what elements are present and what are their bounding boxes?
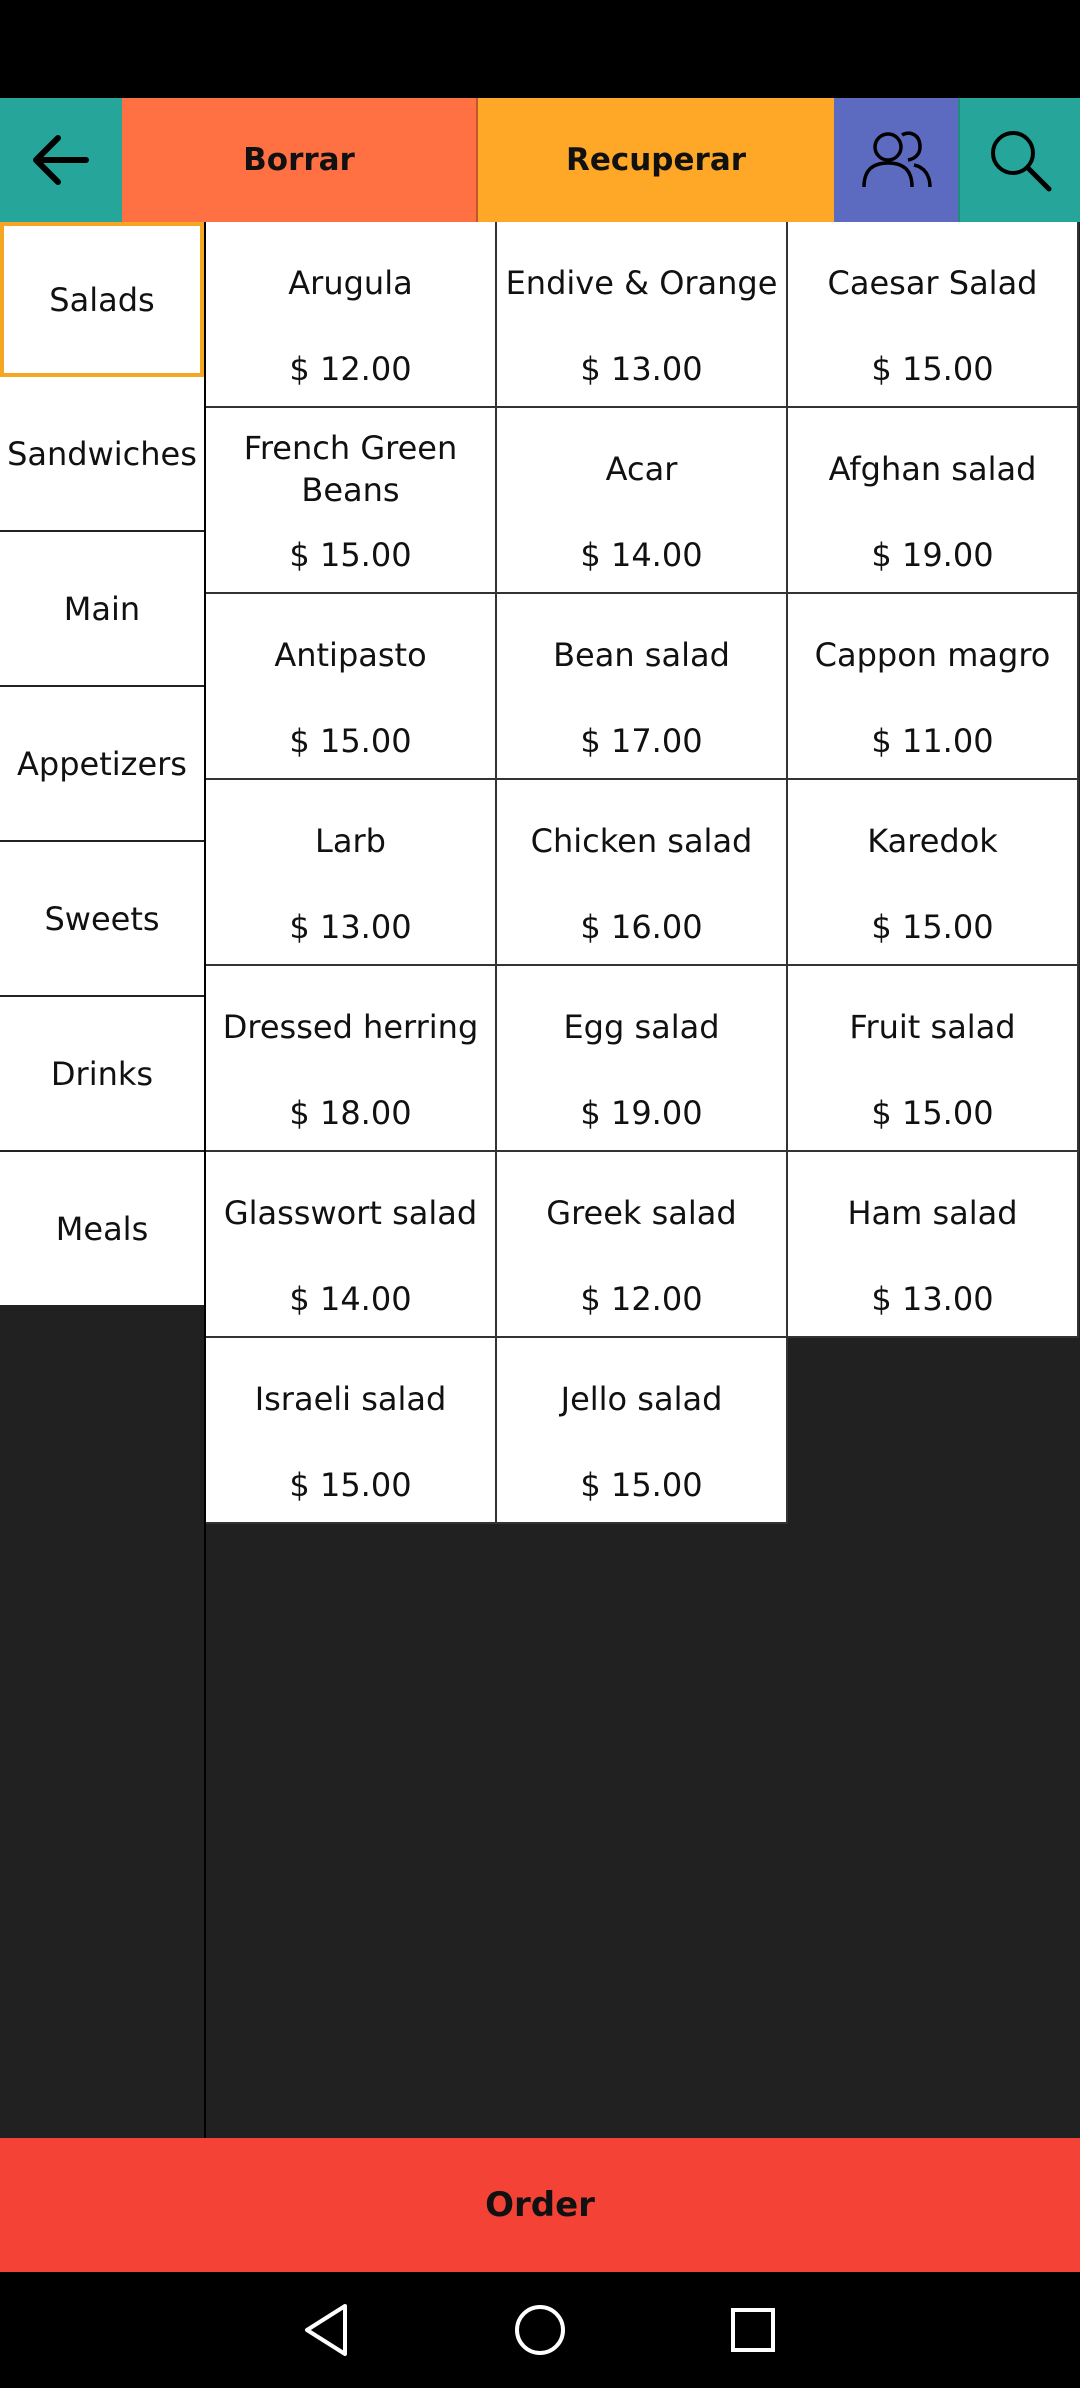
nav-recents-button[interactable]	[718, 2295, 788, 2365]
item-name: Antipasto	[274, 636, 427, 674]
menu-item[interactable]	[788, 594, 1079, 780]
item-price: $ 11.00	[871, 722, 994, 760]
item-price: $ 19.00	[871, 536, 994, 574]
item-price: $ 18.00	[289, 1094, 412, 1132]
item-name: Acar	[605, 450, 678, 488]
status-bar	[0, 0, 1080, 98]
item-name: French Green Beans	[243, 429, 458, 509]
recuperar-label: Recuperar	[565, 142, 747, 178]
item-price: $ 15.00	[871, 1094, 994, 1132]
order-label: Order	[485, 2185, 595, 2225]
item-name: Chicken salad	[530, 822, 753, 860]
menu-item[interactable]	[788, 780, 1079, 966]
menu-item[interactable]	[497, 966, 788, 1152]
item-name: Endive & Orange	[505, 264, 778, 302]
menu-item[interactable]	[497, 1338, 788, 1524]
toolbar	[0, 98, 1080, 222]
system-nav-bar	[0, 2272, 1080, 2388]
item-name: Ham salad	[847, 1194, 1018, 1232]
content-area	[0, 222, 1080, 2138]
category-appetizers[interactable]: Appetizers	[0, 687, 204, 842]
menu-item[interactable]	[497, 780, 788, 966]
item-name: Caesar Salad	[827, 264, 1038, 302]
item-price: $ 14.00	[580, 536, 703, 574]
menu-item[interactable]	[497, 594, 788, 780]
menu-item[interactable]	[788, 966, 1079, 1152]
item-price: $ 12.00	[289, 350, 412, 388]
category-sweets[interactable]: Sweets	[0, 842, 204, 997]
item-price: $ 15.00	[289, 722, 412, 760]
triangle-back-icon	[299, 2300, 355, 2360]
search-button[interactable]	[958, 98, 1080, 222]
borrar-button[interactable]	[122, 98, 478, 222]
item-name: Karedok	[867, 822, 998, 860]
square-recents-icon	[725, 2302, 781, 2358]
item-name: Greek salad	[546, 1194, 737, 1232]
menu-item[interactable]	[497, 1152, 788, 1338]
menu-item[interactable]	[788, 408, 1079, 594]
item-name: Fruit salad	[849, 1008, 1016, 1046]
menu-item[interactable]	[788, 222, 1079, 408]
item-price: $ 12.00	[580, 1280, 703, 1318]
nav-back-button[interactable]	[292, 2295, 362, 2365]
category-salads[interactable]: Salads	[0, 222, 204, 377]
borrar-label: Borrar	[243, 142, 355, 178]
category-sandwiches[interactable]: Sandwiches	[0, 377, 204, 532]
menu-item[interactable]	[788, 1152, 1079, 1338]
item-name: Dressed herring	[222, 1008, 479, 1046]
item-name: Jello salad	[560, 1380, 723, 1418]
category-main[interactable]: Main	[0, 532, 204, 687]
menu-item-grid	[206, 222, 1080, 1524]
item-price: $ 15.00	[871, 908, 994, 946]
search-icon	[985, 125, 1055, 195]
recuperar-button[interactable]	[478, 98, 834, 222]
menu-item[interactable]	[206, 1338, 497, 1524]
category-sidebar	[0, 222, 206, 2138]
item-name: Israeli salad	[254, 1380, 447, 1418]
item-price: $ 16.00	[580, 908, 703, 946]
item-name: Arugula	[288, 264, 413, 302]
item-name: Egg salad	[563, 1008, 720, 1046]
arrow-left-icon	[26, 125, 96, 195]
item-price: $ 15.00	[871, 350, 994, 388]
order-button[interactable]	[0, 2138, 1080, 2272]
item-price: $ 13.00	[871, 1280, 994, 1318]
item-name: Cappon magro	[814, 636, 1051, 674]
category-meals[interactable]: Meals	[0, 1152, 204, 1307]
item-price: $ 15.00	[289, 1466, 412, 1504]
item-name: Afghan salad	[828, 450, 1037, 488]
users-button[interactable]	[834, 98, 958, 222]
menu-item[interactable]	[497, 222, 788, 408]
item-name: Glasswort salad	[223, 1194, 478, 1232]
item-price: $ 17.00	[580, 722, 703, 760]
menu-item[interactable]	[206, 222, 497, 408]
circle-home-icon	[510, 2300, 570, 2360]
category-drinks[interactable]: Drinks	[0, 997, 204, 1152]
item-price: $ 15.00	[289, 536, 412, 574]
item-price: $ 19.00	[580, 1094, 703, 1132]
users-icon	[858, 125, 934, 195]
item-name: Bean salad	[553, 636, 730, 674]
menu-item[interactable]	[206, 780, 497, 966]
item-price: $ 13.00	[289, 908, 412, 946]
item-price: $ 15.00	[580, 1466, 703, 1504]
menu-item[interactable]	[206, 594, 497, 780]
menu-item[interactable]	[206, 408, 497, 594]
back-button[interactable]	[0, 98, 122, 222]
menu-item[interactable]	[206, 966, 497, 1152]
item-name: Larb	[315, 822, 386, 860]
menu-item[interactable]	[497, 408, 788, 594]
item-price: $ 14.00	[289, 1280, 412, 1318]
menu-item[interactable]	[206, 1152, 497, 1338]
item-price: $ 13.00	[580, 350, 703, 388]
nav-home-button[interactable]	[505, 2295, 575, 2365]
